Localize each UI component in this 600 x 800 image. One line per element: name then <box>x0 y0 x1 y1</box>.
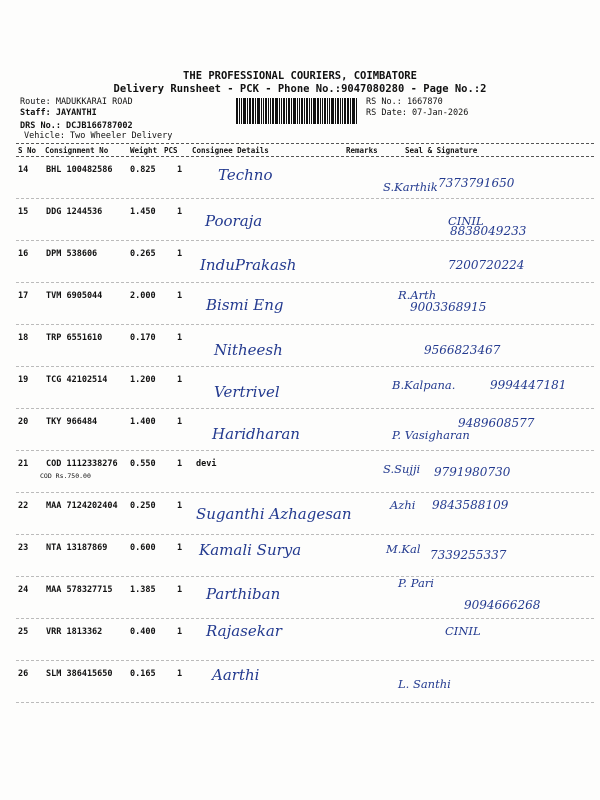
handwritten-consignee-name: Suganthi Azhagesan <box>196 505 352 523</box>
row-pieces: 1 <box>177 543 183 553</box>
row-weight: 0.170 <box>130 333 156 343</box>
barcode-bar <box>320 98 321 124</box>
barcode-bar <box>329 98 330 124</box>
barcode-bar <box>344 98 346 124</box>
barcode-bar <box>347 98 349 124</box>
row-pieces: 1 <box>177 417 183 427</box>
col-header-consignment: Consignment No <box>45 146 109 155</box>
row-weight: 0.825 <box>130 165 156 175</box>
handwritten-consignee-name: Techno <box>218 166 273 184</box>
row-pieces: 1 <box>177 249 183 259</box>
row-pieces: 1 <box>177 669 183 679</box>
barcode-bar <box>283 98 285 124</box>
row-consignment-number: DPM 538606 <box>46 249 98 259</box>
barcode-bar <box>281 98 282 124</box>
handwritten-signature: P. Vasigharan <box>392 428 470 442</box>
barcode-bar <box>239 98 240 124</box>
barcode-bar <box>322 98 323 124</box>
row-consignment-number: DDG 1244536 <box>46 207 103 217</box>
handwritten-signature: S.Sujji <box>383 462 421 476</box>
row-consignee-typed: devi <box>196 459 217 469</box>
runsheet-title: THE PROFESSIONAL COURIERS, COIMBATORE <box>183 70 417 82</box>
barcode-bar <box>286 98 287 124</box>
barcode-bar <box>243 98 246 124</box>
handwritten-signature: P. Pari <box>398 576 434 590</box>
handwritten-signature: M.Kal <box>386 542 421 556</box>
row-serial-number: 19 <box>18 375 29 385</box>
barcode-bar <box>236 98 238 124</box>
handwritten-phone-number: 9791980730 <box>434 465 511 479</box>
row-weight: 0.265 <box>130 249 156 259</box>
barcode-bar <box>247 98 248 124</box>
handwritten-phone-number: 7200720224 <box>448 258 525 272</box>
barcode-bar <box>275 98 278 124</box>
row-pieces: 1 <box>177 501 183 511</box>
row-consignment-number: SLM 386415650 <box>46 669 113 679</box>
barcode-bar <box>337 98 339 124</box>
row-serial-number: 17 <box>18 291 29 301</box>
barcode-bar <box>324 98 326 124</box>
handwritten-consignee-name: Rajasekar <box>206 622 282 640</box>
barcode-bar <box>293 98 296 124</box>
col-header-weight: Weight <box>130 146 158 155</box>
handwritten-consignee-name: Kamali Surya <box>199 541 302 559</box>
barcode-bar <box>268 98 269 124</box>
handwritten-phone-number: 9489608577 <box>458 416 535 430</box>
barcode-bar <box>270 98 271 124</box>
handwritten-consignee-name: Pooraja <box>205 212 263 230</box>
barcode-bar <box>306 98 308 124</box>
handwritten-signature: S.Karthik <box>383 180 438 194</box>
barcode-bar <box>272 98 274 124</box>
table-row <box>16 325 594 366</box>
table-row <box>16 535 594 576</box>
route-label: Route: MADUKKARAI ROAD <box>20 97 133 107</box>
barcode-bar <box>350 98 351 124</box>
row-consignment-number: TVM 6905044 <box>46 291 103 301</box>
col-header-pcs: PCS <box>164 146 178 155</box>
handwritten-signature: B.Kalpana. <box>392 378 456 392</box>
row-weight: 0.600 <box>130 543 156 553</box>
row-consignment-number: BHL 100482586 <box>46 165 113 175</box>
barcode-bar <box>291 98 292 124</box>
row-weight: 0.165 <box>130 669 156 679</box>
row-consignment-number: COD 1112338276 <box>46 459 118 469</box>
runsheet-subtitle: Delivery Runsheet - PCK - Phone No.:9047080280 - Page No.:2 <box>113 83 487 95</box>
handwritten-phone-number: 9003368915 <box>410 300 487 314</box>
row-pieces: 1 <box>177 207 183 217</box>
barcode-bar <box>335 98 336 124</box>
barcode-bar <box>340 98 341 124</box>
col-header-seal: Seal & Signature <box>405 146 478 155</box>
handwritten-consignee-name: Haridharan <box>212 425 300 443</box>
table-row <box>16 283 594 324</box>
col-header-remarks: Remarks <box>346 146 378 155</box>
barcode-bar <box>263 98 264 124</box>
barcode-bar <box>301 98 303 124</box>
handwritten-phone-number: 8838049233 <box>450 224 527 238</box>
row-weight: 1.450 <box>130 207 156 217</box>
barcode-bar <box>342 98 343 124</box>
col-header-consignee: Consignee Details <box>192 146 269 155</box>
handwritten-consignee-name: Parthiban <box>206 585 281 603</box>
row-consignment-number: TRP 6551610 <box>46 333 103 343</box>
handwritten-phone-number: 9994447181 <box>490 378 567 392</box>
row-pieces: 1 <box>177 627 183 637</box>
barcode-bar <box>297 98 298 124</box>
handwritten-consignee-name: Bismi Eng <box>206 296 284 314</box>
handwritten-signature: L. Santhi <box>398 677 451 691</box>
barcode-bar <box>356 98 357 124</box>
row-serial-number: 26 <box>18 669 29 679</box>
table-row <box>16 619 594 660</box>
handwritten-consignee-name: Aarthi <box>212 666 260 684</box>
barcode-bar <box>304 98 305 124</box>
barcode-bar <box>352 98 355 124</box>
handwritten-consignee-name: Nitheesh <box>214 341 283 359</box>
row-weight: 0.250 <box>130 501 156 511</box>
row-serial-number: 20 <box>18 417 29 427</box>
row-weight: 1.400 <box>130 417 156 427</box>
handwritten-phone-number: 7373791650 <box>438 176 515 190</box>
row-weight: 0.550 <box>130 459 156 469</box>
drs-label: DRS No.: DCJB166787002 <box>20 121 133 131</box>
barcode-bar <box>313 98 316 124</box>
barcode-bar <box>288 98 290 124</box>
handwritten-phone-number: 7339255337 <box>430 548 507 562</box>
barcode-bar <box>311 98 312 124</box>
row-serial-number: 18 <box>18 333 29 343</box>
handwritten-phone-number: 9566823467 <box>424 343 501 357</box>
vehicle-label: Vehicle: Two Wheeler Delivery <box>24 131 173 141</box>
row-serial-number: 22 <box>18 501 29 511</box>
row-divider <box>16 702 594 703</box>
row-consignment-number: MAA 578327715 <box>46 585 113 595</box>
row-serial-number: 24 <box>18 585 29 595</box>
barcode-bar <box>331 98 334 124</box>
barcode-bar <box>241 98 242 124</box>
row-pieces: 1 <box>177 333 183 343</box>
row-serial-number: 25 <box>18 627 29 637</box>
handwritten-phone-number: 9843588109 <box>432 498 509 512</box>
barcode-bar <box>257 98 260 124</box>
barcode-bar <box>317 98 319 124</box>
row-consignment-number: NTA 13187869 <box>46 543 108 553</box>
barcode-image <box>236 98 362 124</box>
handwritten-consignee-name: Vertrivel <box>214 383 280 401</box>
rs-date: RS Date: 07-Jan-2026 <box>366 108 469 118</box>
staff-label: Staff: JAYANTHI <box>20 108 97 118</box>
barcode-bar <box>249 98 251 124</box>
row-serial-number: 14 <box>18 165 29 175</box>
row-weight: 0.400 <box>130 627 156 637</box>
barcode-bar <box>327 98 328 124</box>
row-pieces: 1 <box>177 585 183 595</box>
row-serial-number: 21 <box>18 459 29 469</box>
handwritten-signature: R.Arth <box>398 288 437 302</box>
row-pieces: 1 <box>177 459 183 469</box>
handwritten-signature: Azhi <box>390 498 416 512</box>
barcode-bar <box>252 98 254 124</box>
handwritten-consignee-name: InduPrakash <box>200 256 297 274</box>
row-consignment-number: VRR 1813362 <box>46 627 103 637</box>
row-consignment-number: MAA 7124202404 <box>46 501 118 511</box>
handwritten-signature: CINIL <box>448 214 484 228</box>
header-top-rule <box>16 143 594 144</box>
row-pieces: 1 <box>177 165 183 175</box>
barcode-bar <box>265 98 267 124</box>
barcode-bar <box>279 98 280 124</box>
row-pieces: 1 <box>177 291 183 301</box>
row-cod-amount: COD Rs.750.00 <box>40 472 91 480</box>
row-weight: 1.200 <box>130 375 156 385</box>
row-serial-number: 16 <box>18 249 29 259</box>
row-serial-number: 15 <box>18 207 29 217</box>
col-header-sno: S No <box>18 146 37 155</box>
barcode-bar <box>299 98 300 124</box>
barcode-bar <box>309 98 310 124</box>
row-weight: 1.385 <box>130 585 156 595</box>
row-pieces: 1 <box>177 375 183 385</box>
table-row <box>16 661 594 702</box>
row-consignment-number: TCG 42102514 <box>46 375 108 385</box>
barcode-bar <box>261 98 262 124</box>
row-weight: 2.000 <box>130 291 156 301</box>
row-serial-number: 23 <box>18 543 29 553</box>
handwritten-phone-number: 9094666268 <box>464 598 541 612</box>
rs-number: RS No.: 1667870 <box>366 97 443 107</box>
barcode-bar <box>255 98 256 124</box>
handwritten-signature: CINIL <box>445 624 481 638</box>
row-consignment-number: TKY 966484 <box>46 417 98 427</box>
